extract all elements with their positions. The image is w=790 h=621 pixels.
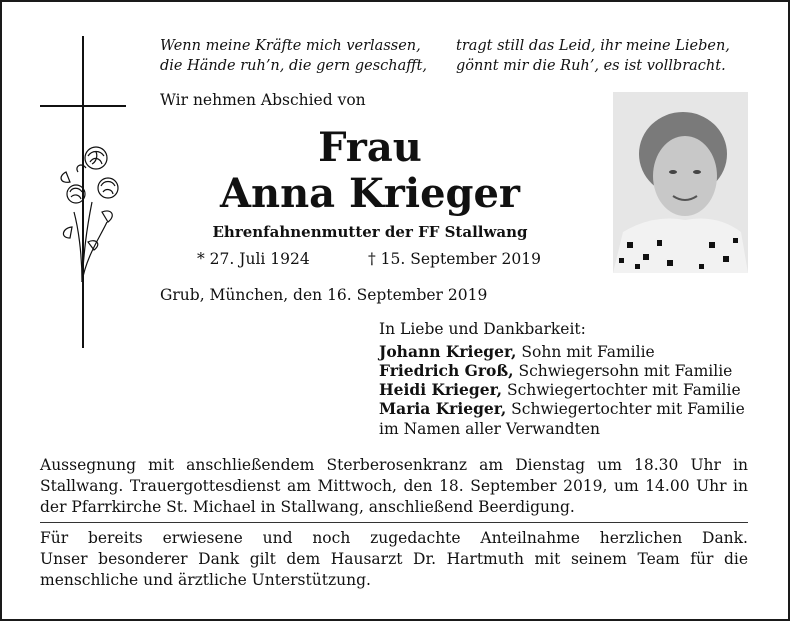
mourner-name: Maria Krieger,	[379, 399, 507, 418]
birth-date: * 27. Juli 1924	[197, 250, 310, 268]
death-date: † 15. September 2019	[368, 250, 541, 268]
mourners-closing: im Namen aller Verwandten	[379, 420, 600, 438]
portrait-photo	[613, 92, 748, 273]
portrait-image	[613, 92, 748, 273]
mourner-row	[379, 342, 655, 362]
mourner-relation: Schwiegertochter mit Familie	[506, 400, 745, 418]
name-line-1: Frau	[318, 124, 422, 171]
thanks-line-1: Für bereits erwiesene und noch zugedachte Anteilnahme herzlichen Dank.	[40, 529, 748, 547]
place-date: Grub, München, den 16. September 2019	[160, 286, 488, 304]
divider	[40, 522, 748, 523]
mourner-name: Johann Krieger,	[379, 342, 517, 361]
name-line-2: Anna Krieger	[219, 170, 521, 217]
mourner-row	[379, 380, 741, 400]
service-line-2: Stallwang. Trauergottesdienst am Mittwoch, den 18. September 2019, um 14.00 Uhr in	[40, 477, 748, 495]
subtitle: Ehrenfahnenmutter der FF Stallwang	[212, 223, 528, 241]
thanks-line-2: Unser besonderer Dank gilt dem Hausarzt Dr. Hartmuth mit seinem Team für die	[40, 550, 748, 568]
service-line-1: Aussegnung mit anschließendem Sterberosenkranz am Dienstag um 18.30 Uhr in	[40, 456, 748, 474]
service-line-3: der Pfarrkirche St. Michael in Stallwang, anschließend Beerdigung.	[40, 498, 575, 516]
thanks-line-3: menschliche und ärztliche Unterstützung.	[40, 571, 371, 589]
mourner-relation: Sohn mit Familie	[516, 343, 655, 361]
cross-bar	[40, 105, 126, 107]
intro-text: Wir nehmen Abschied von	[160, 91, 366, 109]
mourners-intro: In Liebe und Dankbarkeit:	[379, 320, 586, 338]
mourner-name: Friedrich Groß,	[379, 361, 514, 380]
mourner-row	[379, 399, 745, 419]
poem-right-line1: tragt still das Leid, ihr meine Lieben,	[456, 38, 730, 54]
poem-left-line1: Wenn meine Kräfte mich verlassen,	[160, 38, 421, 54]
poem-right-line2: gönnt mir die Ruh’, es ist vollbracht.	[456, 58, 726, 74]
mourner-relation: Schwiegersohn mit Familie	[513, 362, 733, 380]
roses-icon	[52, 142, 122, 282]
poem-left-line2: die Hände ruh’n, die gern geschafft,	[160, 58, 427, 74]
mourner-row	[379, 361, 732, 381]
mourner-relation: Schwiegertochter mit Familie	[502, 381, 741, 399]
mourner-name: Heidi Krieger,	[379, 380, 503, 399]
